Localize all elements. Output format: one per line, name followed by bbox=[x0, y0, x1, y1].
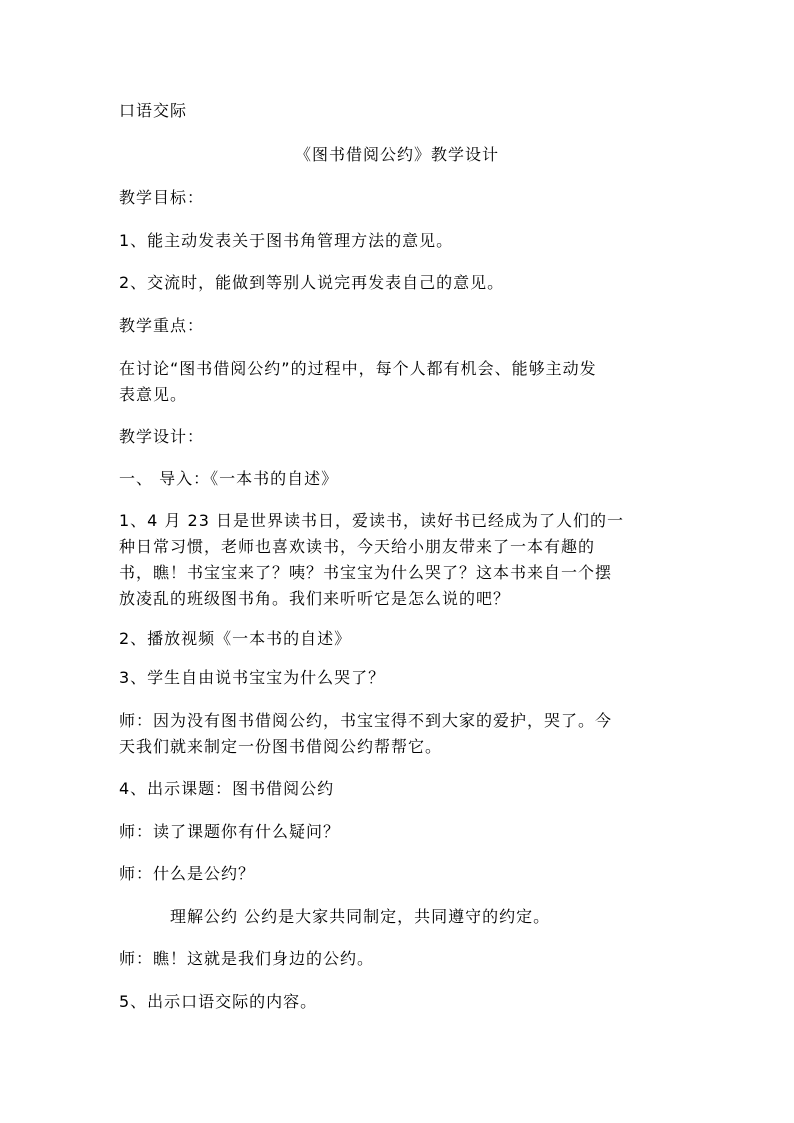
focus-paragraph bbox=[119, 356, 679, 408]
teacher-statement: 师：瞧！这就是我们身边的公约。 bbox=[119, 949, 375, 968]
step-1-line: 种日常习惯，老师也喜欢读书，今天给小朋友带来了一本有趣的 bbox=[119, 537, 596, 556]
step-3: 3、学生自由说书宝宝为什么哭了？ bbox=[119, 668, 386, 687]
goal-item-2: 2、交流时，能做到等别人说完再发表自己的意见。 bbox=[119, 273, 505, 292]
teacher-question-2: 师：什么是公约？ bbox=[119, 864, 256, 883]
document-header: 口语交际 bbox=[119, 101, 188, 120]
step-4: 4、出示课题：图书借阅公约 bbox=[119, 779, 335, 798]
step-1-line: 1、4 月 23 日是世界读书日，爱读书，读好书已经成为了人们的一 bbox=[119, 511, 624, 530]
focus-heading: 教学重点： bbox=[119, 316, 205, 335]
teacher-line: 天我们就来制定一份图书借阅公约帮帮它。 bbox=[119, 737, 443, 756]
step-5: 5、出示口语交际的内容。 bbox=[119, 992, 318, 1011]
teacher-question-1: 师：读了课题你有什么疑问？ bbox=[119, 822, 341, 841]
teacher-paragraph-1 bbox=[119, 708, 679, 760]
focus-paragraph-line: 在讨论“图书借阅公约”的过程中，每个人都有机会、能够主动发 bbox=[119, 359, 597, 378]
step-2: 2、播放视频《一本书的自述》 bbox=[119, 629, 352, 648]
goals-heading: 教学目标： bbox=[119, 188, 205, 207]
step-1-line: 放凌乱的班级图书角。我们来听听它是怎么说的吧？ bbox=[119, 589, 511, 608]
definition-line: 理解公约 公约是大家共同制定，共同遵守的约定。 bbox=[170, 907, 551, 926]
document-title: 《图书借阅公约》教学设计 bbox=[294, 145, 499, 164]
design-heading: 教学设计： bbox=[119, 427, 205, 446]
focus-paragraph-line: 表意见。 bbox=[119, 385, 188, 404]
teacher-line: 师：因为没有图书借阅公约，书宝宝得不到大家的爱护，哭了。今 bbox=[119, 711, 613, 730]
step-1-paragraph bbox=[119, 508, 679, 612]
step-1-line: 书，瞧！书宝宝来了？咦？书宝宝为什么哭了？这本书来自一个摆 bbox=[119, 563, 613, 582]
goal-item-1: 1、能主动发表关于图书角管理方法的意见。 bbox=[119, 231, 454, 250]
section-heading-1: 一、 导入：《一本书的自述》 bbox=[119, 469, 339, 488]
